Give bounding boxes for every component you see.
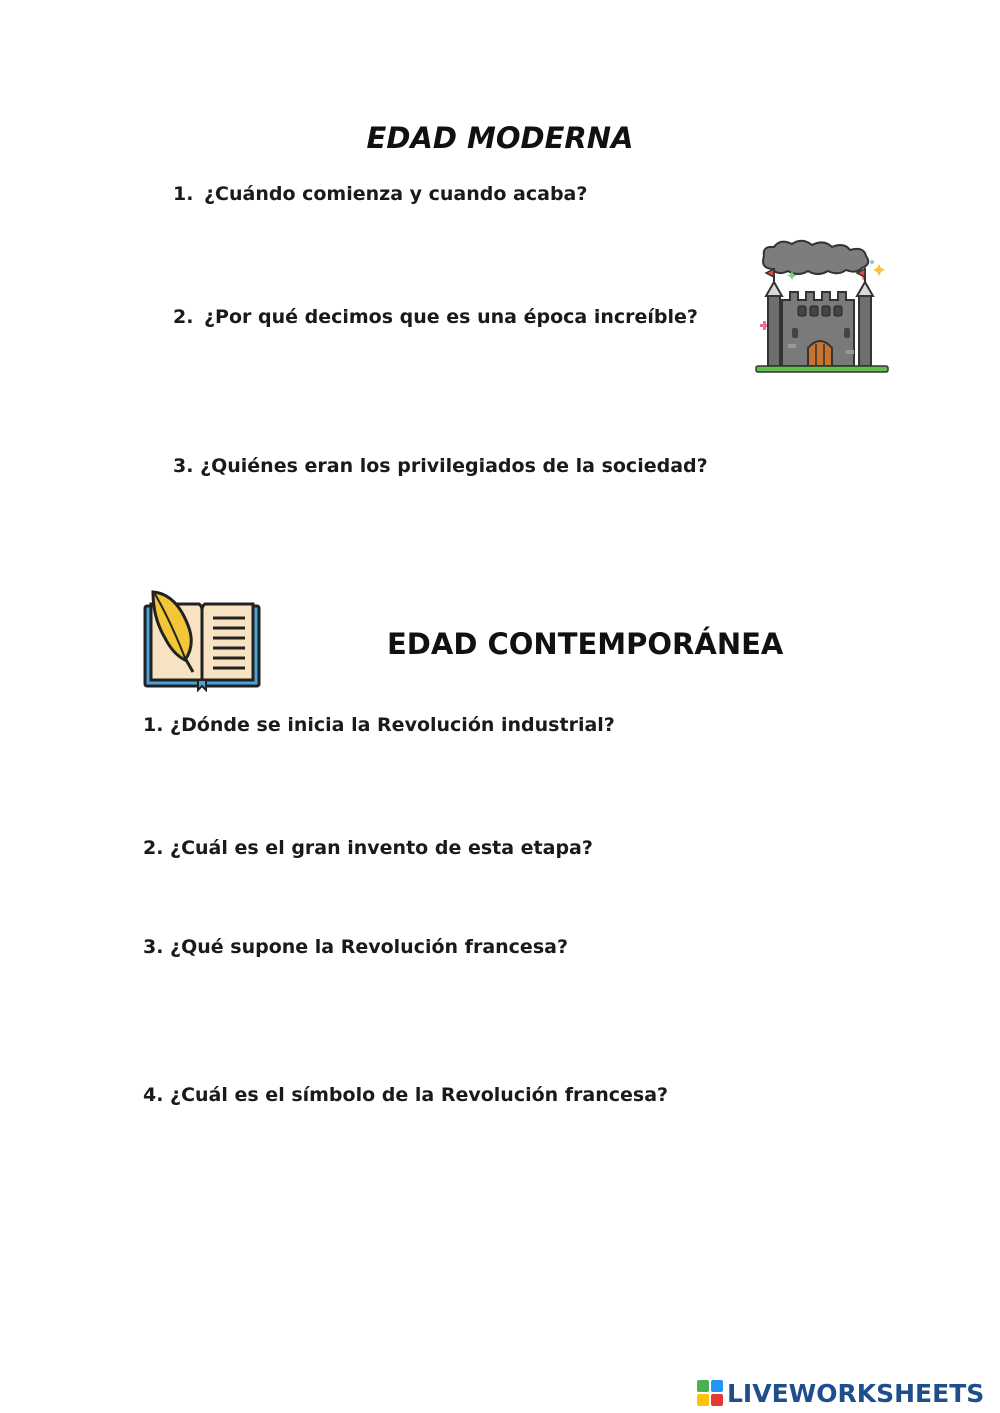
question-moderna-1 bbox=[173, 183, 587, 205]
question-number: 1. bbox=[173, 183, 194, 205]
question-text: ¿Cuándo comienza y cuando acaba? bbox=[204, 183, 588, 205]
question-contemporanea-1: 1. ¿Dónde se inicia la Revolución industrial? bbox=[143, 714, 615, 736]
question-contemporanea-3: 3. ¿Qué supone la Revolución francesa? bbox=[143, 936, 568, 958]
question-text: ¿Quiénes eran los privilegiados de la sociedad? bbox=[200, 455, 708, 477]
book-quill-icon bbox=[143, 588, 261, 692]
liveworksheets-logo bbox=[697, 1376, 984, 1410]
question-text: ¿Por qué decimos que es una época increíble? bbox=[204, 306, 698, 328]
question-number: 2. bbox=[173, 306, 194, 328]
question-contemporanea-4: 4. ¿Cuál es el símbolo de la Revolución francesa? bbox=[143, 1084, 669, 1106]
castle-icon bbox=[752, 238, 892, 378]
question-number: 3. bbox=[173, 455, 194, 477]
section-title-contemporanea: EDAD CONTEMPORÁNEA bbox=[387, 627, 784, 661]
question-moderna-2 bbox=[173, 306, 698, 328]
question-contemporanea-2: 2. ¿Cuál es el gran invento de esta etapa? bbox=[143, 837, 593, 859]
section-title-moderna: EDAD MODERNA bbox=[366, 121, 634, 155]
logo-mark-icon bbox=[697, 1380, 723, 1406]
question-moderna-3 bbox=[173, 455, 708, 477]
brand-name: LIVEWORKSHEETS bbox=[727, 1378, 985, 1408]
